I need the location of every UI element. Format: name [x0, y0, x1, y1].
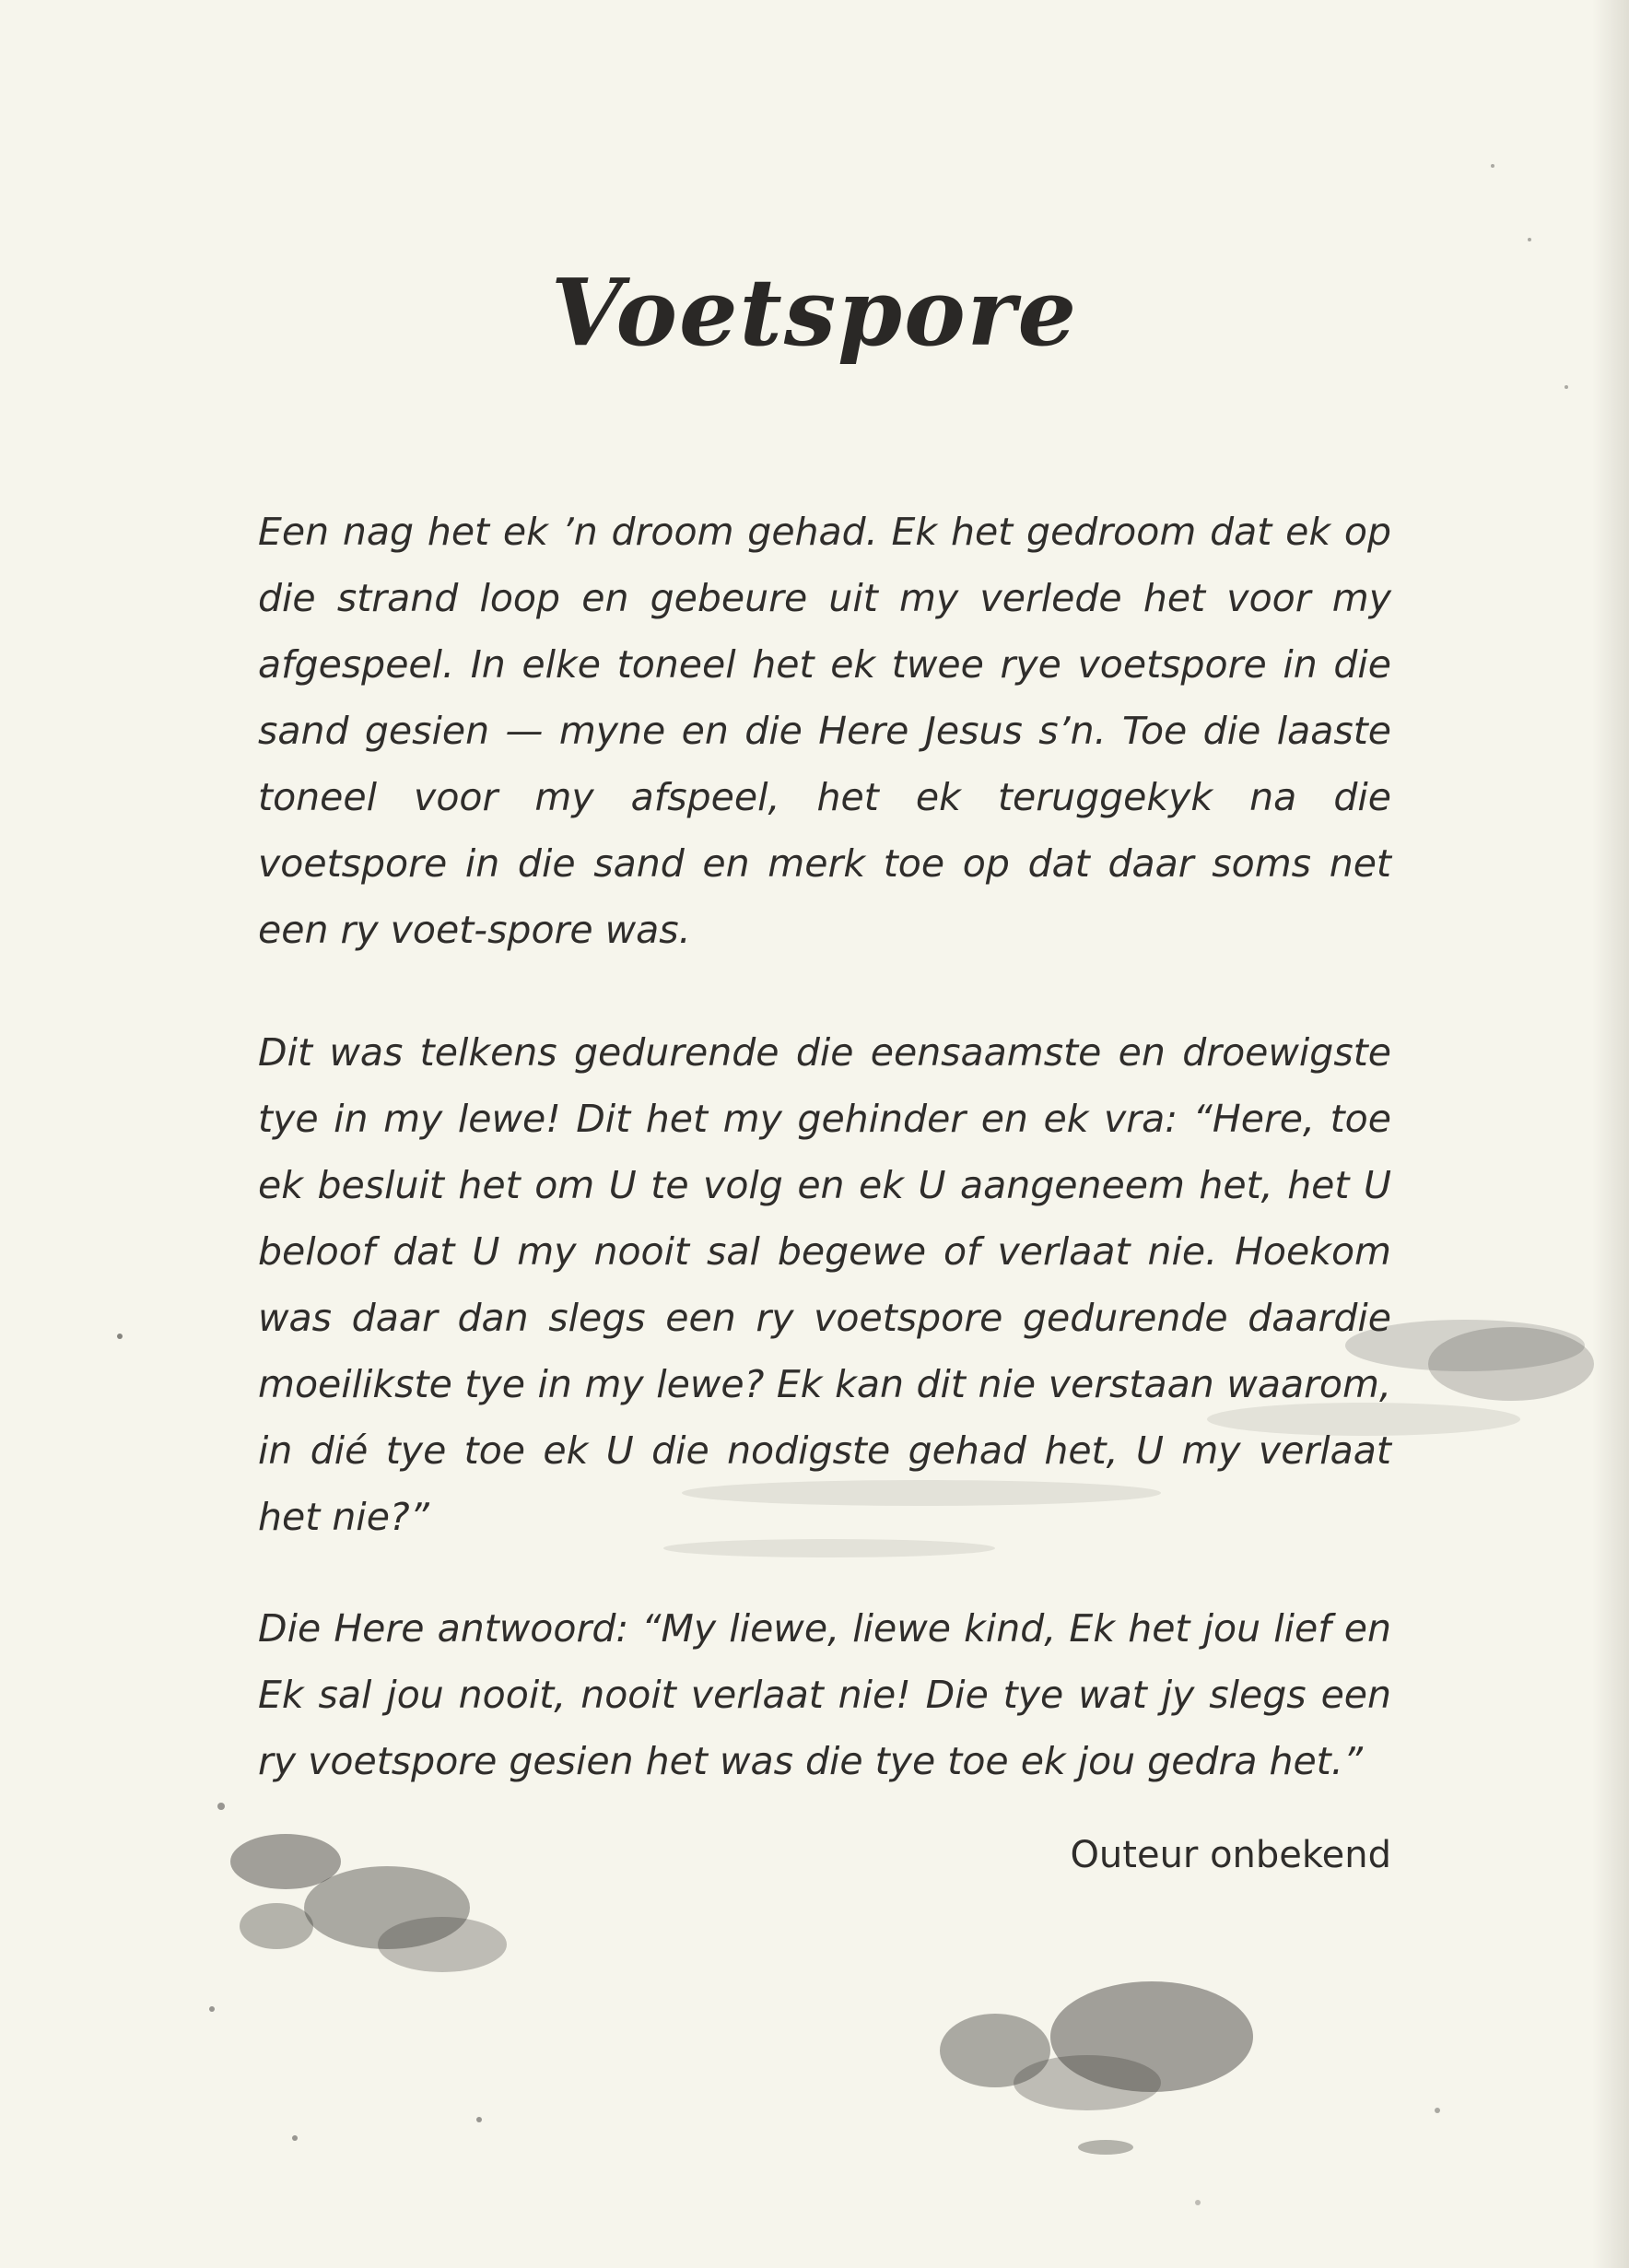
paragraph-1: Een nag het ek ’n droom gehad. Ek het gedroom dat ek op die strand loop en gebeure uit my verlede het voor my afgespeel. In elke toneel het ek twee rye voetspore in die sand gesien — myne en die Here Jesus s’n. Toe die laaste toneel voor my afspeel, het ek teruggekyk na die voetspore in die sand en merk toe op dat daar soms net een ry voet-spore was. — [258, 510, 1391, 952]
author-attribution: Outeur onbekend — [1070, 1834, 1391, 1876]
document-title: Voetspore — [550, 258, 1079, 367]
paragraph-3: Die Here antwoord: “My liewe, liewe kind, Ek het jou lief en Ek sal jou nooit, nooit verlaat nie! Die tye wat jy slegs een ry voetspore gesien het was die tye toe ek jou gedra het.” — [258, 1606, 1391, 1783]
paragraph-2: Dit was telkens gedurende die eensaamste en droewigste tye in my lewe! Dit het my gehinder en ek vra: “Here, toe ek besluit het om U te volg en ek U aangeneem het, het U beloof dat U my nooit sal begewe of verlaat nie. Hoekom was daar dan slegs een ry voetspore gedurende daardie moeilikste tye in my lewe? Ek kan dit nie verstaan waarom, in dié tye toe ek U die nodigste gehad het, U my verlaat het nie?” — [258, 1030, 1391, 1539]
